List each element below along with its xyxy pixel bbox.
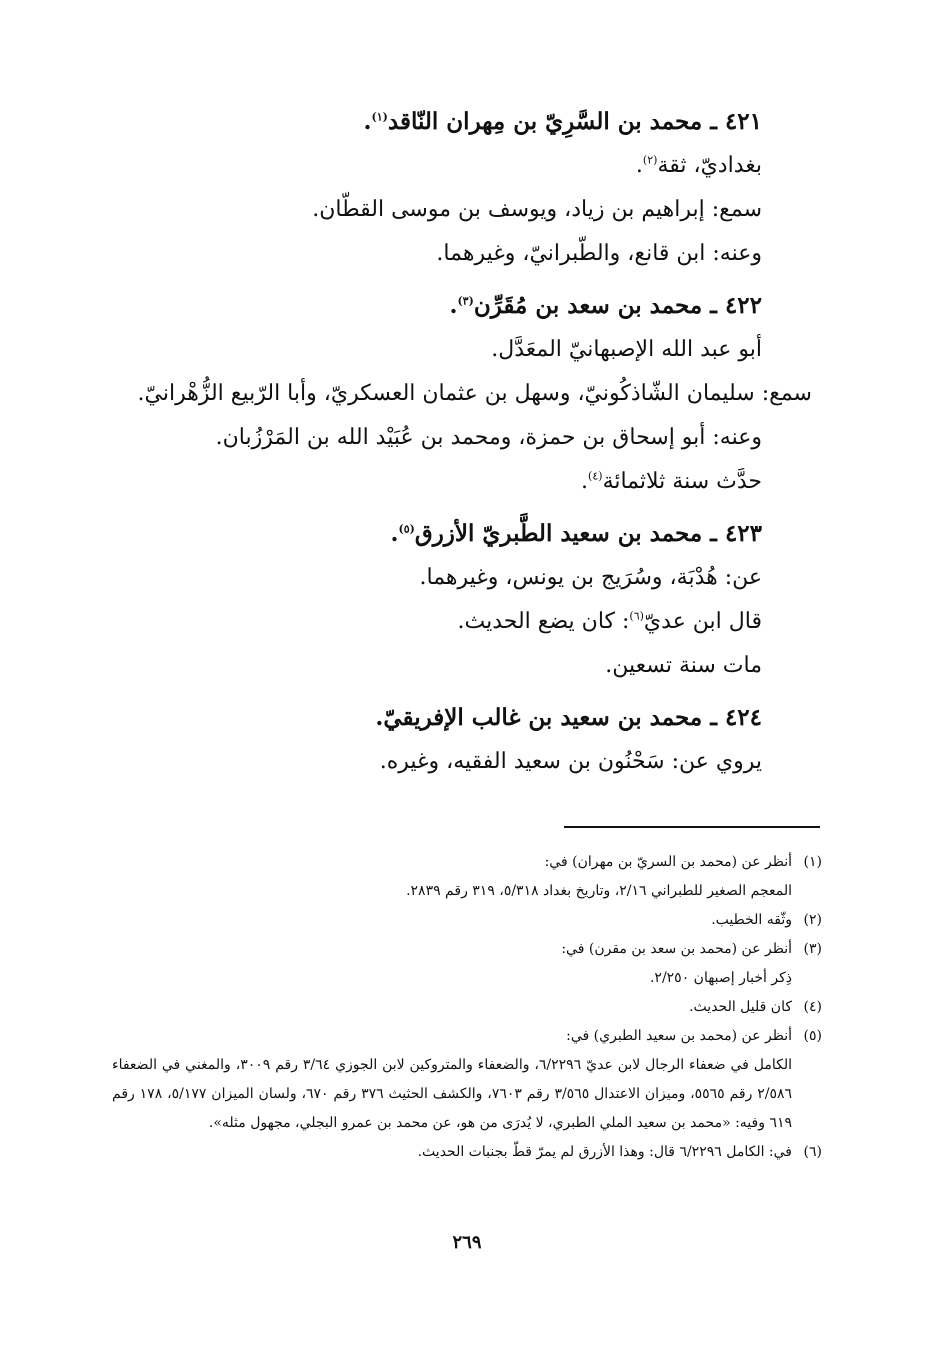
entry-421 [102, 100, 762, 276]
footnote-separator [564, 826, 820, 828]
footnote-ref[interactable]: (٤) [588, 469, 603, 483]
main-text [102, 100, 812, 792]
entry-422 [102, 284, 812, 504]
entry-line: يروي عن: سَحْنُون بن سعيد الفقيه، وغيره. [379, 749, 762, 774]
entry-title: ٤٢٢ ـ محمد بن سعد بن مُقَرِّن$^{(٣)}$. [449, 292, 762, 319]
entry-line: عن: هُدْبَة، وسُرَيج بن يونس، وغيرهما. [419, 565, 762, 590]
entry-line: سمع: إبراهيم بن زياد، ويوسف بن موسى القطّان. [312, 197, 762, 222]
footnote-line: أنظر عن (محمد بن سعد بن مقرن) في: [561, 941, 792, 957]
footnote-number: (٣) [803, 941, 822, 957]
entry-title: ٤٢٤ ـ محمد بن سعيد بن غالب الإفريقيّ. [375, 704, 762, 731]
footnote-number: (٢) [803, 912, 822, 928]
footnote-2 [112, 906, 822, 935]
entry-line: قال ابن عديّ$^{(٦)}$: كان يضع الحديث. [457, 609, 762, 634]
entry-line: مات سنة تسعين. [605, 653, 762, 678]
footnote-number: (٤) [803, 999, 822, 1015]
page-number: ٢٦٩ [452, 1232, 482, 1253]
footnote-number: (٥) [803, 1028, 822, 1044]
footnote-number: (٦) [803, 1144, 822, 1160]
entry-423 [102, 512, 762, 688]
footnote-line: كان قليل الحديث. [689, 999, 792, 1015]
entry-line: حدَّث سنة ثلاثمائة$^{(٤)}$. [581, 469, 762, 494]
footnote-ref[interactable]: (١) [371, 110, 388, 124]
footnote-ref[interactable]: (٣) [457, 294, 474, 308]
entry-line: سمع: سليمان الشّاذكُونيّ، وسهل بن عثمان العسكريّ، وأبا الرّبيع الزُّهْرانيّ. [137, 381, 812, 406]
entry-424 [102, 696, 762, 784]
footnote-paragraph: الكامل في ضعفاء الرجال لابن عديّ ٦/٢٢٩٦، والضعفاء والمتروكين لابن الجوزي ٣/٦٤ رقم ٣٠٠٩، والمغني في الضعفاء ٢/٥٨٦ رقم ٥٥٦٥، وميزان الاعتدال ٣/٥٦٥ رقم ٧٦٠٣، والكشف الحثيث ٣٧٦ رقم ٦٧٠، ولسان الميزان ٥/١٧٧، ١٧٨ رقم ٦١٩ وفيه: «محمد بن سعيد الملي الطبري، لا يُدرَى من هو، عن محمد بن عمرو البجلي، مجهول مثله». [112, 1057, 793, 1131]
footnote-5 [112, 1022, 822, 1138]
footnote-line: في: الكامل ٦/٢٢٩٦ قال: وهذا الأزرق لم يمرّ قطّ بجنبات الحديث. [417, 1144, 792, 1160]
footnote-number: (١) [803, 854, 822, 870]
footnotes [112, 848, 822, 1167]
footnote-1 [112, 848, 822, 906]
footnote-6 [112, 1138, 822, 1167]
entry-title: ٤٢٣ ـ محمد بن سعيد الطَّبريّ الأزرق$^{(٥)}$. [390, 520, 762, 547]
footnote-ref[interactable]: (٢) [642, 153, 658, 167]
entry-line: بغداديّ، ثقة$^{(٢)}$. [635, 153, 762, 178]
footnote-line: وثّقه الخطيب. [711, 912, 792, 928]
entry-line: أبو عبد الله الإصبهانيّ المعَدَّل. [491, 337, 762, 362]
footnote-3 [112, 935, 822, 993]
footnote-line: ذِكر أخبار إصبهان ٢/٢٥٠. [649, 970, 792, 986]
footnote-line: أنظر عن (محمد بن سعيد الطبري) في: [566, 1028, 792, 1044]
footnote-line: أنظر عن (محمد بن السريّ بن مهران) في: [544, 854, 792, 870]
entry-line: وعنه: أبو إسحاق بن حمزة، ومحمد بن عُبَيْد الله بن المَرْزُبان. [215, 425, 762, 450]
footnote-ref[interactable]: (٦) [629, 609, 644, 623]
footnote-4 [112, 993, 822, 1022]
entry-title: ٤٢١ ـ محمد بن السَّرِيّ بن مِهران النّاقد$^{(١)}$. [363, 108, 762, 135]
footnote-line: المعجم الصغير للطبراني ٢/١٦، وتاريخ بغداد ٥/٣١٨، ٣١٩ رقم ٢٨٣٩. [406, 883, 792, 899]
entry-line: وعنه: ابن قانع، والطّبرانيّ، وغيرهما. [436, 241, 762, 266]
footnote-ref[interactable]: (٥) [398, 522, 415, 536]
